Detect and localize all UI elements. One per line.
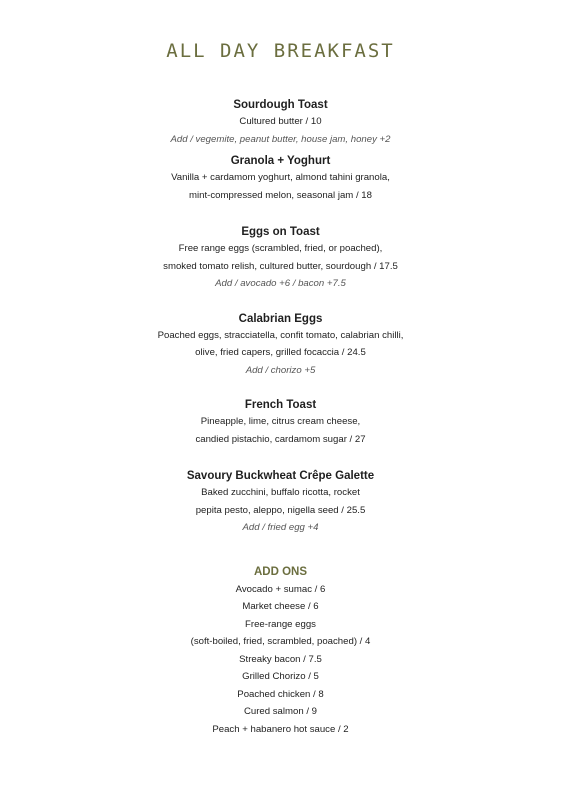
menu-title: ALL DAY BREAKFAST [166,40,395,62]
item-description: Poached eggs, stracciatella, confit tomato, calabrian chilli, [157,329,404,341]
add-on-item: Grilled Chorizo / 5 [242,671,319,682]
menu-item-buckwheat-galette [0,468,561,537]
item-name: Calabrian Eggs [238,312,323,325]
item-description: candied pistachio, cardamom sugar / 27 [195,433,366,445]
item-add-option: Add / chorizo +5 [245,364,316,376]
add-ons-section [0,564,561,739]
item-name: Eggs on Toast [241,226,320,238]
add-ons-title: ADD ONS [253,565,308,578]
item-description: Baked zucchini, buffalo ricotta, rocket [201,487,360,498]
item-description: pepita pesto, aleppo, nigella seed / 25.5 [195,504,366,516]
item-description: Vanilla + cardamom yoghurt, almond tahini granola, [171,172,390,183]
menu-item-french-toast [0,397,561,448]
item-name: French Toast [244,399,317,411]
item-description: Cultured butter / 10 [239,116,322,127]
item-description: Free range eggs (scrambled, fried, or poached), [178,243,383,254]
item-description: mint-compressed melon, seasonal jam / 18 [189,189,372,201]
item-name: Sourdough Toast [233,99,328,111]
item-description: Pineapple, lime, citrus cream cheese, [200,416,361,427]
add-on-item: Avocado + sumac / 6 [235,583,326,595]
item-add-option: Add / vegemite, peanut butter, house jam, honey +2 [170,133,391,145]
item-add-option: Add / avocado +6 / bacon +7.5 [215,278,346,289]
item-name: Granola + Yoghurt [230,155,331,167]
add-on-item: Cured salmon / 9 [243,706,318,717]
menu-item-sourdough-toast [0,97,561,148]
menu-item-granola-yoghurt [0,153,561,204]
add-on-item: Streaky bacon / 7.5 [239,653,322,665]
item-description: olive, fried capers, grilled focaccia / 24.5 [195,347,366,358]
item-description: smoked tomato relish, cultured butter, sourdough / 17.5 [163,260,398,272]
add-on-item: (soft-boiled, fried, scrambled, poached) / 4 [190,636,371,647]
item-name: Savoury Buckwheat Crêpe Galette [186,470,375,482]
add-on-item: Peach + habanero hot sauce / 2 [212,723,349,735]
menu-item-eggs-on-toast [0,224,561,293]
add-on-item: Market cheese / 6 [242,601,319,612]
item-add-option: Add / fried egg +4 [242,522,319,533]
menu-item-calabrian-eggs [0,311,561,380]
add-on-item: Free-range eggs [245,618,316,630]
menu-items [0,96,561,738]
add-on-item: Poached chicken / 8 [237,688,324,700]
